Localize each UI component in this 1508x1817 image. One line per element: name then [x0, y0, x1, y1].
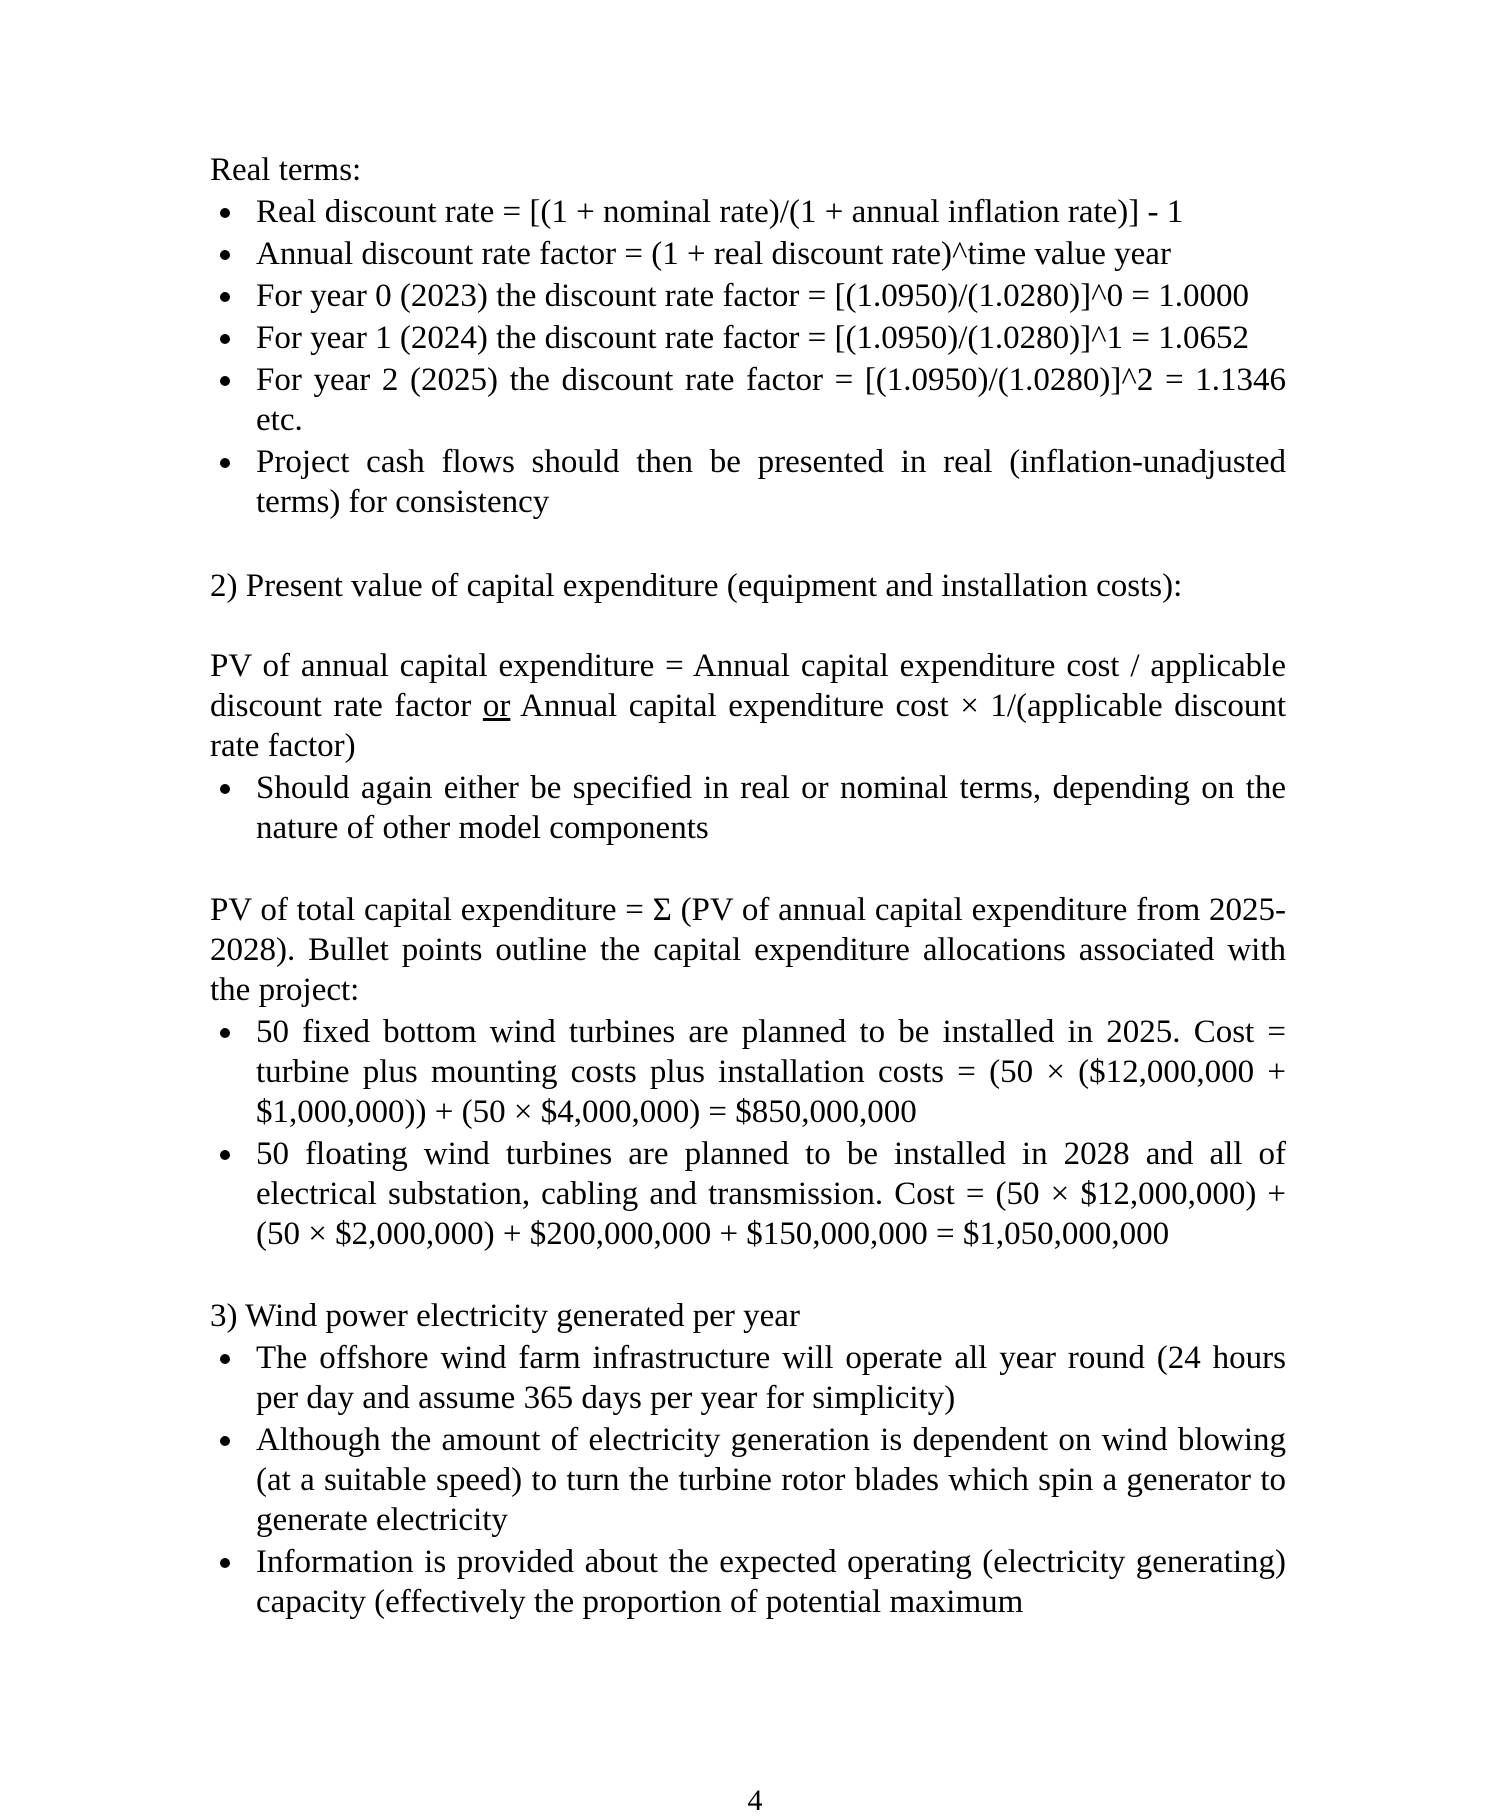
- pv-annual-list: [210, 768, 1286, 848]
- section-3-list: [210, 1338, 1286, 1622]
- list-item: For year 1 (2024) the discount rate factor = [(1.0950)/(1.0280)]^1 = 1.0652: [210, 318, 1286, 358]
- pv-annual-part2: Annual capital expenditure cost × 1/(applicable discount rate factor): [210, 688, 1286, 764]
- list-item: Should again either be specified in real or nominal terms, depending on the nature of other model components: [210, 768, 1286, 848]
- list-item: Project cash flows should then be presented in real (inflation-unadjusted terms) for consistency: [210, 442, 1286, 522]
- section-3-heading: 3) Wind power electricity generated per year: [210, 1298, 800, 1334]
- page-content: [210, 150, 1286, 1624]
- list-item: Annual discount rate factor = (1 + real discount rate)^time value year: [210, 234, 1286, 274]
- pv-annual-definition: [210, 646, 1286, 766]
- pv-total-definition: PV of total capital expenditure = Σ (PV of annual capital expenditure from 2025-2028). Bullet points outline the capital expenditure allocations associated with the project:: [210, 892, 1286, 1008]
- list-item: Information is provided about the expected operating (electricity generating) capacity (effectively the proportion of potential maximum: [210, 1542, 1286, 1622]
- list-item: Real discount rate = [(1 + nominal rate)/(1 + annual inflation rate)] - 1: [210, 192, 1286, 232]
- list-item: For year 2 (2025) the discount rate factor = [(1.0950)/(1.0280)]^2 = 1.1346 etc.: [210, 360, 1286, 440]
- capex-list: [210, 1012, 1286, 1254]
- list-item: 50 fixed bottom wind turbines are planned to be installed in 2025. Cost = turbine plus mounting costs plus installation costs = (50 × ($12,000,000 + $1,000,000)) + (50 × $4,000,000) = $850,000,000: [210, 1012, 1286, 1132]
- page-number: 4: [747, 1784, 763, 1817]
- list-item: For year 0 (2023) the discount rate factor = [(1.0950)/(1.0280)]^0 = 1.0000: [210, 276, 1286, 316]
- list-item: The offshore wind farm infrastructure will operate all year round (24 hours per day and assume 365 days per year for simplicity): [210, 1338, 1286, 1418]
- section-2-heading: 2) Present value of capital expenditure (equipment and installation costs):: [210, 568, 1183, 604]
- list-item: Although the amount of electricity generation is dependent on wind blowing (at a suitable speed) to turn the turbine rotor blades which spin a generator to generate electricity: [210, 1420, 1286, 1540]
- pv-annual-part1: PV of annual capital expenditure = Annual capital expenditure cost / applicable discount rate factor: [210, 648, 1286, 724]
- real-terms-heading: Real terms:: [210, 152, 362, 188]
- list-item: 50 floating wind turbines are planned to be installed in 2028 and all of electrical substation, cabling and transmission. Cost = (50 × $12,000,000) + (50 × $2,000,000) + $200,000,000 + $150,000,000 = $1,050,000,000: [210, 1134, 1286, 1254]
- real-terms-list: [210, 192, 1286, 522]
- pv-annual-or: or: [482, 688, 511, 724]
